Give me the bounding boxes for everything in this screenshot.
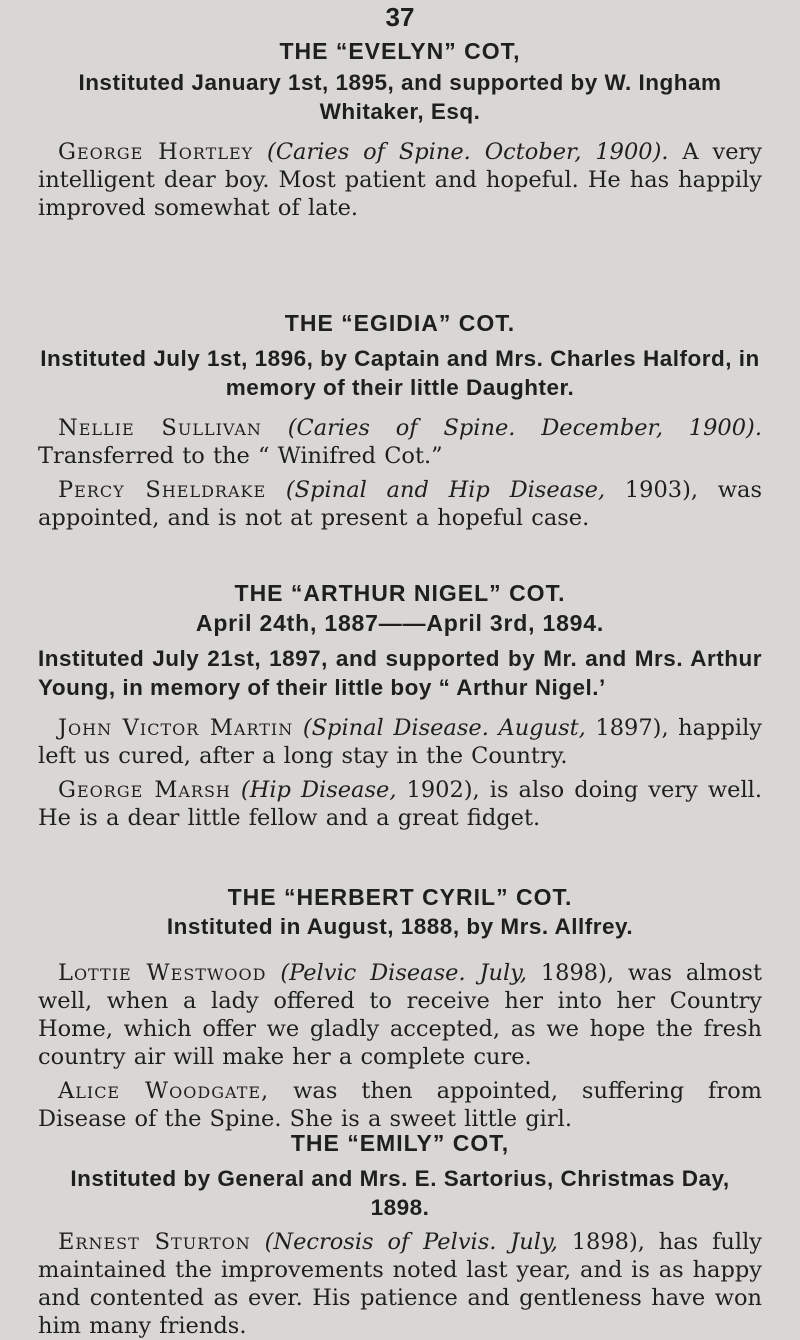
patient-entry [38,476,762,532]
section-dates: April 24th, 1887——April 3rd, 1894. [195,610,605,636]
section-arthur-nigel-cot [38,578,762,832]
institution-note: Instituted by General and Mrs. E. Sartorius, Christmas Day, 1898. [70,1166,730,1220]
patient-note: 1903), was appointed, and is not at present a hopeful case. [38,477,762,531]
patient-entry [38,1228,762,1340]
institution-note: Instituted July 1st, 1896, by Captain and Mrs. Charles Halford, in memory of their little Daughter. [40,346,760,400]
section-title: THE “HERBERT CYRIL” COT. [227,884,573,910]
patient-condition: (Caries of Spine. December, 1900). [287,415,762,441]
section-title: THE “ARTHUR NIGEL” COT. [234,580,566,606]
patient-note: was then appointed, suffering from Disease of the Spine. She is a sweet little girl. [38,1078,762,1132]
patient-name: George Hortley [58,139,254,165]
institution-note: Instituted January 1st, 1895, and supported by W. Ingham Whitaker, Esq. [78,70,722,124]
patient-condition: (Hip Disease, [240,777,397,803]
patient-entry [38,414,762,470]
patient-note: 1898), was almost well, when a lady offered to receive her into her Country Home, which offer we gladly accepted, as we hope the fresh country air will make her a complete cure. [38,960,763,1070]
patient-name: John Victor Martin [58,715,294,741]
section-emily-cot [38,1128,762,1340]
patient-entry [38,714,762,770]
patient-condition: (Spinal and Hip Disease, [285,477,606,503]
institution-note: Instituted July 21st, 1897, and supported by Mr. and Mrs. Arthur Young, in memory of their little boy “ Arthur Nigel.’ [38,646,762,700]
page-number: 37 [385,2,415,32]
section-herbert-cyril-cot [38,882,762,1133]
patient-condition: (Necrosis of Pelvis. July, [264,1229,558,1255]
section-title: THE “EMILY” COT, [290,1130,510,1156]
patient-name: Percy Sheldrake [58,477,267,503]
institution-note: Instituted in August, 1888, by Mrs. Allfrey. [166,914,634,939]
section-title: THE “EGIDIA” COT. [284,310,516,336]
patient-name: Alice Woodgate, [58,1078,270,1104]
patient-entry [38,1077,762,1133]
patient-note: 1898), has fully maintained the improvements noted last year, and is as happy and contented as ever. His patience and gentleness have won him many friends. [38,1229,762,1339]
patient-note: 1902), is also doing very well. He is a dear little fellow and a great fidget. [38,777,762,831]
patient-entry [38,959,762,1071]
patient-name: Ernest Sturton [58,1229,251,1255]
patient-name: Nellie Sullivan [58,415,262,441]
patient-note: Transferred to the “ Winifred Cot.” [38,443,443,469]
patient-name: Lottie Westwood [58,960,267,986]
patient-condition: (Pelvic Disease. July, [280,960,528,986]
patient-condition: (Caries of Spine. October, 1900). [267,139,669,165]
patient-note: 1897), happily left us cured, after a long stay in the Country. [38,715,762,769]
patient-entry [38,776,762,832]
section-title: THE “EVELYN” COT, [279,38,521,64]
patient-name: George Marsh [58,777,231,803]
section-evelyn-cot [38,36,762,222]
patient-note: A very intelligent dear boy. Most patient and hopeful. He has happily improved somewhat of late. [38,139,762,221]
section-egidia-cot [38,308,762,532]
patient-entry [38,138,762,222]
patient-condition: (Spinal Disease. August, [302,715,586,741]
